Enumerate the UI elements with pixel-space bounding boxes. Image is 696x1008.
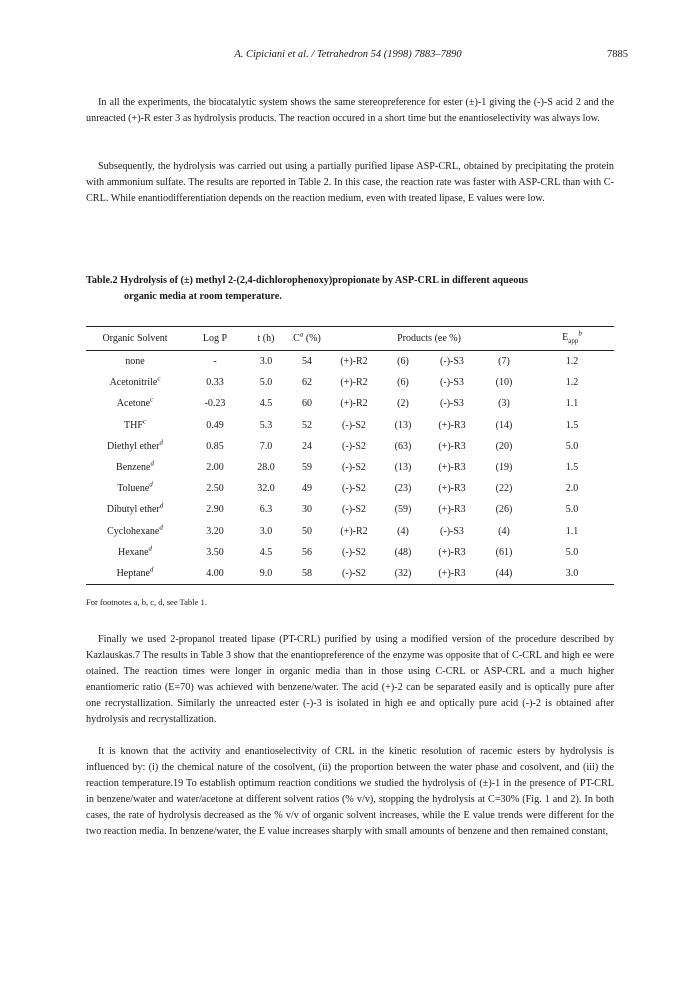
- cell-solvent: Benzene$^d$: [116, 459, 154, 474]
- table-row: [86, 457, 614, 478]
- cell-logp: -: [213, 356, 217, 368]
- cell-product-acid: (-)-S2: [342, 546, 366, 558]
- cell-conversion: 62: [302, 377, 312, 389]
- header-conversion: $C^a$ (%): [286, 327, 328, 351]
- cell-product-acid: (-)-S2: [342, 504, 366, 516]
- cell-product-ester: (-)-S3: [440, 377, 464, 389]
- paragraph-4: It is known that the activity and enantioselectivity of CRL in the kinetic resolution of racemic esters by hydrolysis is influenced by: (i) the chemical nature of the cosolvent, (ii) the proportion between the water phase and cosolvent, and (iii) the reaction temperature.19 To establish optimum reaction conditions we studied the hydrolysis of (±)-1 in the presence of PT-CRL in benzene/water and water/acetone at different solvent ratios (% v/v), stopping the hydrolysis at C=30% (Fig. 1 and 2). In both cases, the rate of hydrolysis decreased as the % v/v of organic solvent increases, while the E value trends were different for the two reaction media. In benzene/water, the E value increases sharply with small amounts of benzene and then remained constant,: [86, 746, 614, 837]
- cell-ee-ester: (7): [498, 356, 510, 368]
- cell-solvent: Heptane$^d$: [86, 563, 184, 585]
- cell-product-acid: (+)-R2: [340, 377, 368, 389]
- cell-solvent: Cyclohexane$^d$: [107, 523, 163, 537]
- cell-ee-acid: (13): [394, 462, 412, 474]
- cell-time: 32.0: [257, 483, 275, 495]
- cell-eapp: 1.2: [565, 356, 579, 368]
- cell-product-ester: (+)-R3: [438, 546, 466, 558]
- cell-conversion: 60: [302, 398, 312, 410]
- cell-product-acid: (+)-R2: [340, 525, 368, 537]
- cell-time: 6.3: [259, 504, 273, 516]
- table-row: [86, 563, 614, 585]
- table-row: [86, 478, 614, 499]
- cell-logp: -0.23: [204, 398, 226, 410]
- cell-ee-ester: (26): [495, 504, 513, 516]
- cell-eapp: 5.0: [565, 546, 579, 558]
- cell-conversion: 54: [302, 356, 312, 368]
- cell-solvent: Toluene$^d$: [117, 480, 153, 495]
- cell-eapp: 1.5: [565, 462, 579, 474]
- cell-solvent: THF$^c$: [123, 417, 146, 431]
- table-row: [86, 393, 614, 414]
- cell-product-ester: (+)-R3: [426, 563, 478, 585]
- paragraph-2: Subsequently, the hydrolysis was carried out using a partially purified lipase ASP-CRL, obtained by precipitating the protein with ammonium sulfate. The results are reported in Table 2. In this case, the reaction rate was faster with ASP-CRL than with C-CRL. While enantiodifferentiation depends on the reaction medium, even with treated lipase, E values were low.: [86, 161, 614, 204]
- cell-solvent: none: [125, 356, 145, 368]
- cell-time: 9.0: [246, 563, 286, 585]
- running-head: A. Cipiciani et al. / Tetrahedron 54 (1998) 7883–7890: [234, 49, 462, 60]
- cell-logp: 0.85: [206, 440, 224, 452]
- cell-solvent: Dibutyl ether$^d$: [106, 502, 164, 516]
- cell-ee-acid: (13): [394, 419, 412, 431]
- cell-product-ester: (-)-S3: [440, 398, 464, 410]
- cell-ee-acid: (48): [394, 546, 412, 558]
- cell-solvent: Diethyl ether$^d$: [107, 438, 163, 452]
- cell-eapp: 1.2: [565, 377, 579, 389]
- cell-product-ester: (+)-R3: [438, 483, 466, 495]
- table-row: [86, 542, 614, 563]
- cell-time: 5.0: [259, 377, 273, 389]
- cell-ee-acid: (32): [380, 563, 426, 585]
- cell-logp: 0.33: [206, 377, 224, 389]
- cell-time: 3.0: [259, 525, 273, 537]
- cell-eapp: 1.5: [565, 419, 579, 431]
- cell-time: 4.5: [259, 546, 273, 558]
- table-row: [86, 499, 614, 520]
- cell-logp: 2.00: [206, 462, 224, 474]
- cell-ee-ester: (44): [478, 563, 530, 585]
- results-table: [86, 326, 614, 585]
- cell-eapp: 1.1: [565, 398, 579, 410]
- header-products: Products (ee %): [328, 327, 530, 351]
- cell-eapp: 1.1: [565, 525, 579, 537]
- cell-time: 28.0: [257, 462, 275, 474]
- cell-logp: 3.20: [206, 525, 224, 537]
- table-caption-label: Table.2: [86, 275, 118, 286]
- cell-ee-ester: (4): [498, 525, 510, 537]
- cell-time: 5.3: [259, 419, 273, 431]
- cell-eapp: 5.0: [565, 504, 579, 516]
- cell-eapp: 3.0: [530, 563, 614, 585]
- header-eapp: $E_{app}^b$: [530, 327, 614, 351]
- cell-ee-ester: (61): [495, 546, 513, 558]
- table-caption-line1: Hydrolysis of (±) methyl 2-(2,4-dichlorophenoxy)propionate by ASP-CRL in different aqueous: [120, 275, 529, 286]
- cell-conversion: 24: [302, 440, 312, 452]
- cell-product-acid: (+)-R2: [340, 356, 368, 368]
- cell-conversion: 30: [302, 504, 312, 516]
- cell-ee-acid: (2): [397, 398, 409, 410]
- cell-conversion: 49: [302, 483, 312, 495]
- cell-conversion: 52: [302, 419, 312, 431]
- cell-solvent: Acetone$^c$: [116, 396, 154, 410]
- table-header-row: [86, 327, 614, 351]
- cell-time: 3.0: [259, 356, 273, 368]
- cell-ee-acid: (6): [397, 356, 409, 368]
- cell-ee-ester: (14): [495, 419, 513, 431]
- cell-product-ester: (-)-S3: [440, 525, 464, 537]
- cell-product-ester: (+)-R3: [438, 462, 466, 474]
- table-caption: [86, 273, 614, 305]
- cell-conversion: 56: [302, 546, 312, 558]
- cell-logp: 0.49: [206, 419, 224, 431]
- table-body: [86, 351, 614, 585]
- cell-eapp: 2.0: [565, 483, 579, 495]
- table-row: [86, 351, 614, 373]
- cell-conversion: 58: [286, 563, 328, 585]
- table-row: [86, 415, 614, 436]
- cell-logp: 4.00: [184, 563, 246, 585]
- table-row: [86, 436, 614, 457]
- header-time: t (h): [246, 327, 286, 351]
- cell-ee-ester: (20): [495, 440, 513, 452]
- cell-logp: 3.50: [206, 546, 224, 558]
- paragraph-3: Finally we used 2-propanol treated lipase (PT-CRL) purified by using a modified version of the procedure described by Kazlauskas.7 The results in Table 3 show that the enantiopreference of the enzyme was opposite that of C-CRL and high ee were otained. The reaction times were longer in organic media than in those using C-CRL or ASP-CRL and a much higher enantiomeric ratio (E=70) was achieved with benzene/water. The acid (+)-2 can be separated easily and is optically pure after one recrystallization. Similarly the unreacted ester (-)-3 is isolated in high ee and optically pure acid (-)-2 is obtained after hydrolysis and recrystallization.: [86, 634, 614, 725]
- table-footnote: For footnotes a, b, c, d, see Table 1.: [86, 597, 207, 607]
- cell-conversion: 59: [302, 462, 312, 474]
- cell-product-ester: (+)-R3: [438, 504, 466, 516]
- cell-product-acid: (-)-S2: [342, 440, 366, 452]
- cell-logp: 2.50: [206, 483, 224, 495]
- cell-ee-acid: (6): [397, 377, 409, 389]
- page-number: 7885: [607, 49, 628, 60]
- cell-product-acid: (+)-R2: [340, 398, 368, 410]
- header-solvent: Organic Solvent: [86, 327, 184, 351]
- cell-product-acid: (-)-S2: [342, 462, 366, 474]
- cell-ee-acid: (4): [397, 525, 409, 537]
- cell-ee-acid: (63): [394, 440, 412, 452]
- cell-product-acid: (-)-S2: [342, 419, 366, 431]
- cell-ee-acid: (23): [394, 483, 412, 495]
- cell-ee-ester: (3): [498, 398, 510, 410]
- cell-eapp: 5.0: [565, 440, 579, 452]
- cell-product-ester: (+)-R3: [438, 440, 466, 452]
- cell-ee-acid: (59): [394, 504, 412, 516]
- cell-ee-ester: (22): [495, 483, 513, 495]
- cell-solvent: Acetonitrile$^c$: [109, 374, 161, 389]
- paragraph-1: In all the experiments, the biocatalytic system shows the same stereopreference for ester (±)-1 giving the (-)-S acid 2 and the unreacted (+)-R ester 3 as hydrolysis products. The reaction occured in a short time but the enantioselectivity was always low.: [86, 97, 614, 124]
- cell-solvent: Hexane$^d$: [117, 544, 153, 558]
- cell-ee-ester: (10): [495, 377, 513, 389]
- cell-product-acid: (-)-S2: [328, 563, 380, 585]
- cell-time: 7.0: [259, 440, 273, 452]
- cell-ee-ester: (19): [495, 462, 513, 474]
- cell-conversion: 50: [302, 525, 312, 537]
- cell-time: 4.5: [259, 398, 273, 410]
- table-row: [86, 521, 614, 542]
- cell-product-ester: (-)-S3: [440, 356, 464, 368]
- cell-product-acid: (-)-S2: [342, 483, 366, 495]
- header-logp: Log P: [184, 327, 246, 351]
- cell-logp: 2.90: [206, 504, 224, 516]
- table-caption-line2: organic media at room temperature.: [124, 291, 282, 302]
- cell-product-ester: (+)-R3: [438, 419, 466, 431]
- table-row: [86, 372, 614, 393]
